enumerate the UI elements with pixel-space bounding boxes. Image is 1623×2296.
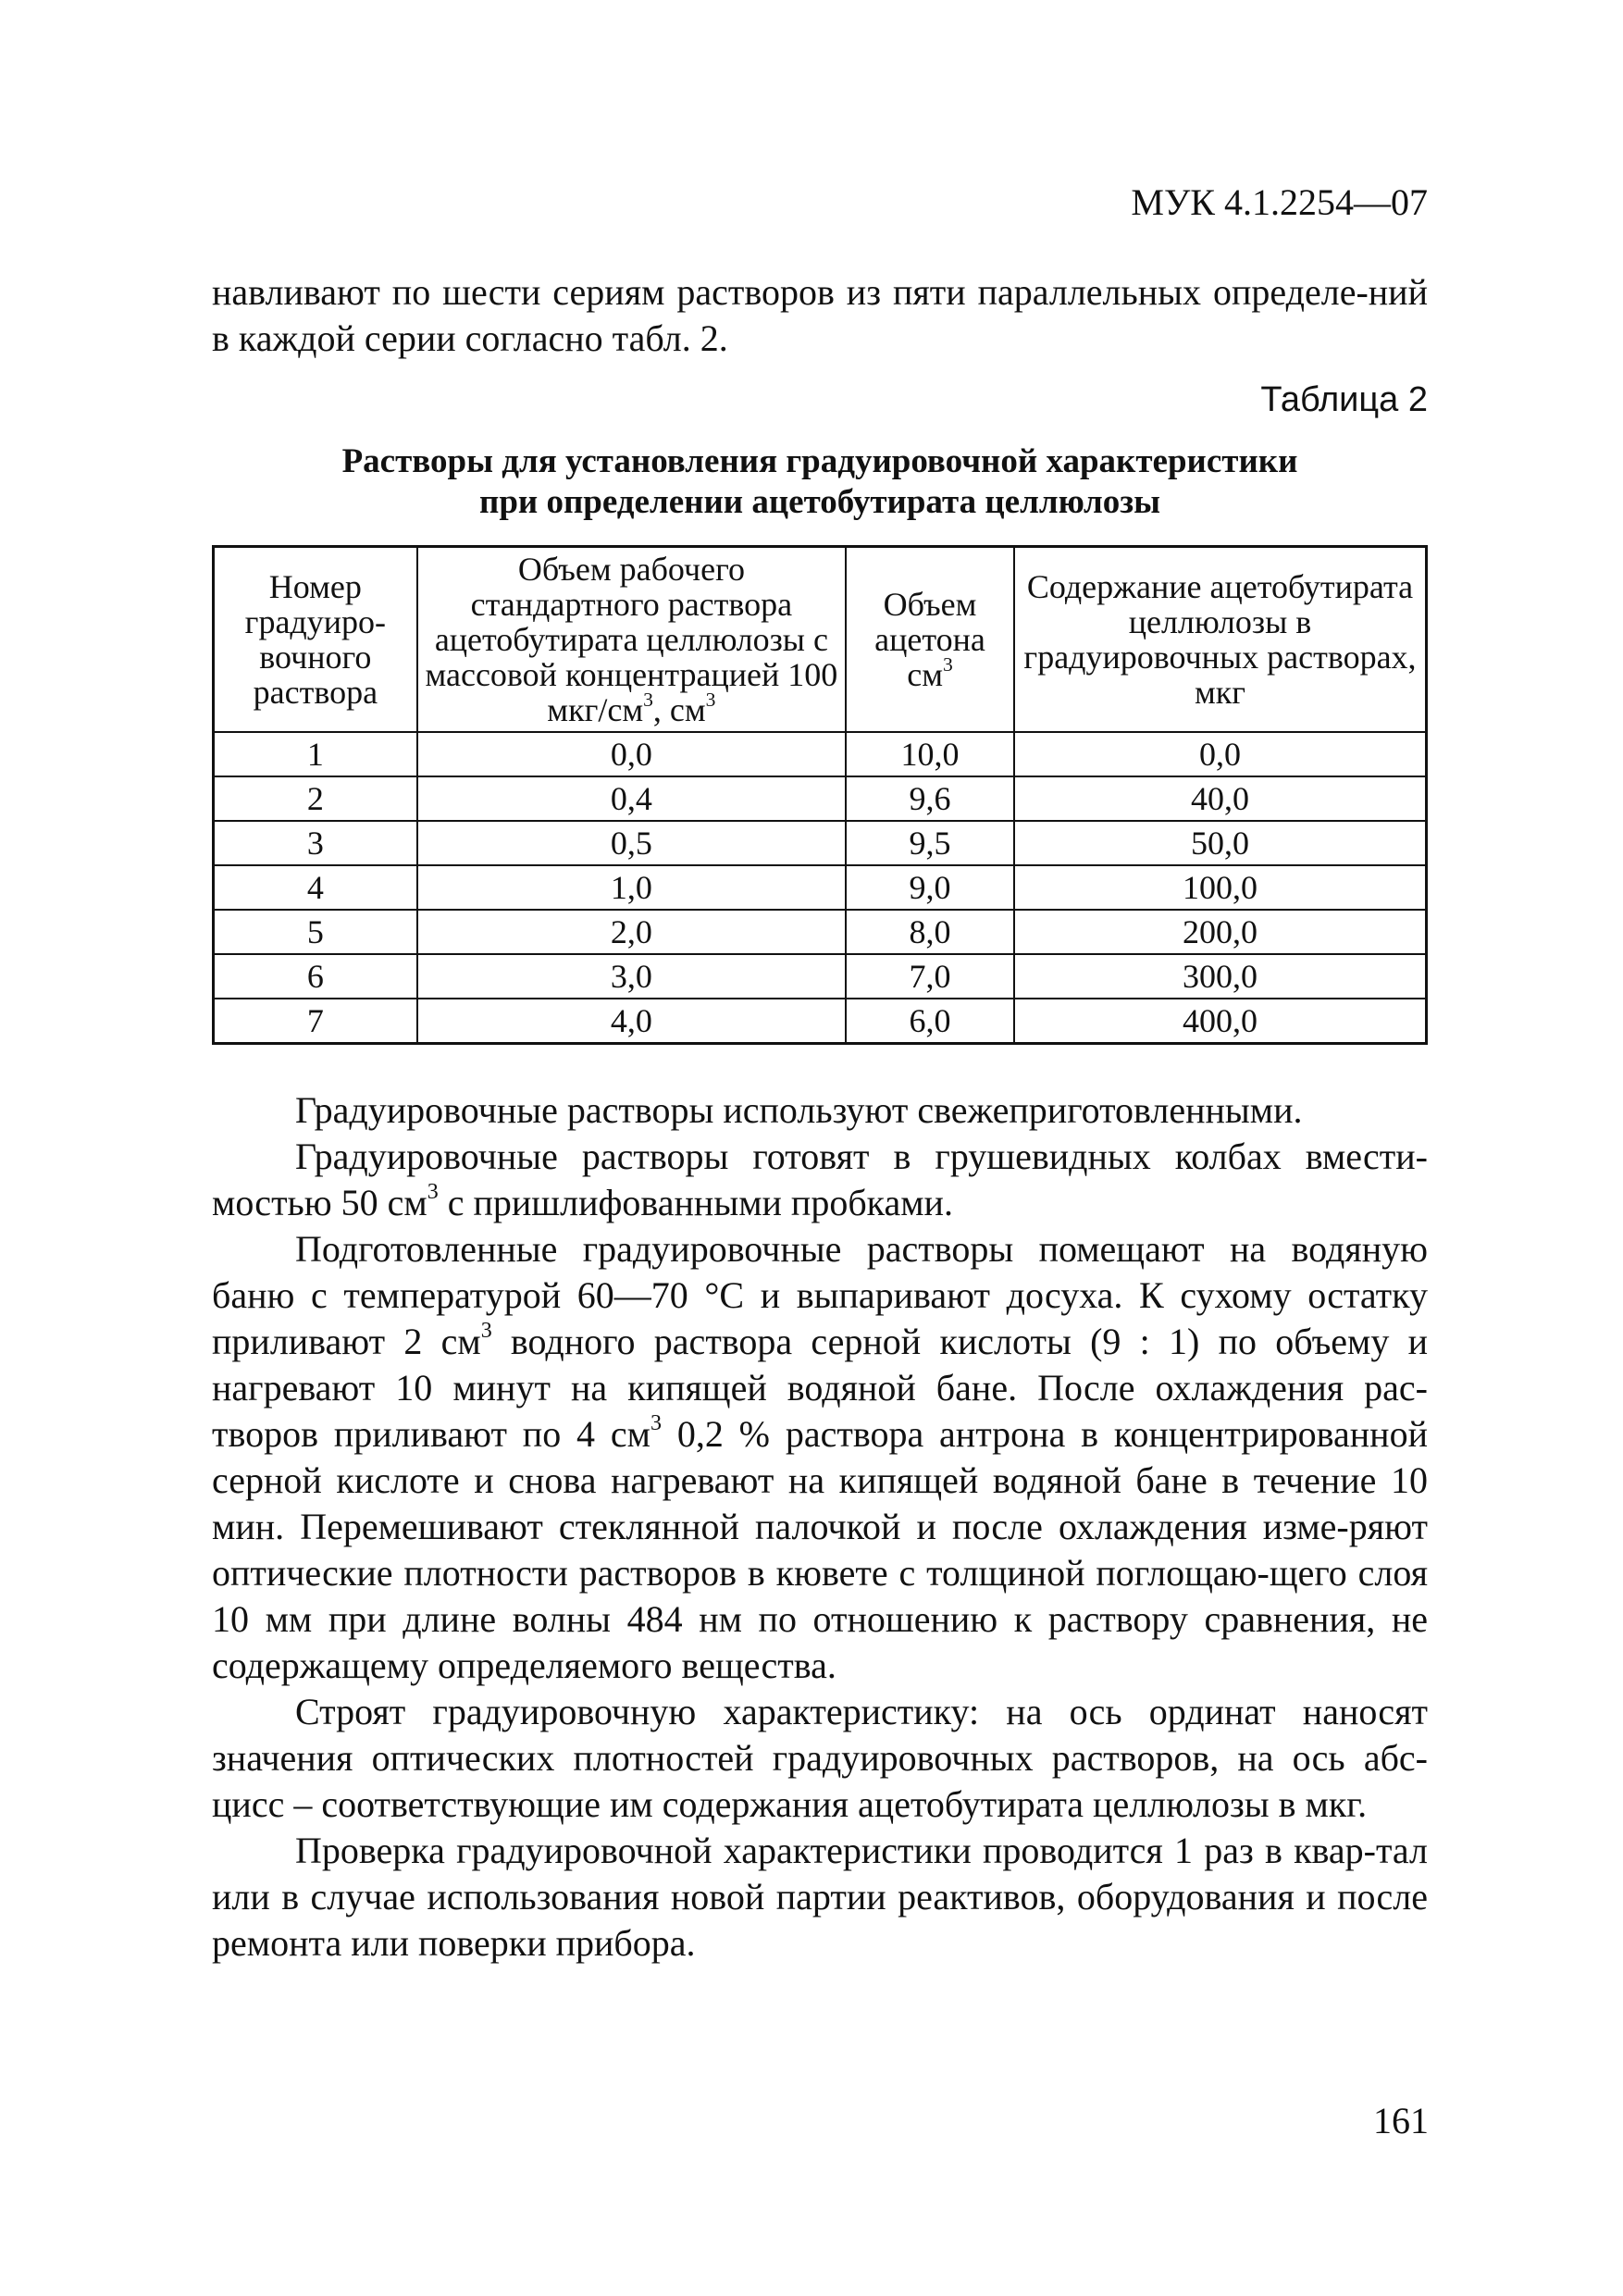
table-row <box>214 910 1427 954</box>
header-standard-volume <box>417 547 846 733</box>
header-acetone-volume <box>846 547 1014 733</box>
cell-acetone-volume: 6,0 <box>846 999 1014 1044</box>
body-text <box>212 1087 1428 1967</box>
table-row <box>214 776 1427 821</box>
cell-acetone-volume: 9,0 <box>846 865 1014 910</box>
document-code-header: МУК 4.1.2254—07 <box>1131 181 1428 223</box>
paragraph-calibration-curve: Строят градуировочную характеристику: на ось ординат наносят значения оптических плотностей градуировочных растворов, на ось абс-цисс – соответствующие им содержания ацетобутирата целлюлозы в мкг. <box>212 1691 1428 1825</box>
table-header-row <box>214 547 1427 733</box>
cell-content: 400,0 <box>1014 999 1427 1044</box>
cell-content: 200,0 <box>1014 910 1427 954</box>
paragraph-procedure-sup-2: 3 <box>650 1411 662 1436</box>
cell-solution-number: 2 <box>214 776 417 821</box>
cell-standard-volume: 3,0 <box>417 954 846 999</box>
cell-content: 0,0 <box>1014 732 1427 776</box>
table-row <box>214 732 1427 776</box>
header-acetone-volume-sup: 3 <box>943 652 953 676</box>
cell-standard-volume: 2,0 <box>417 910 846 954</box>
header-solution-number: Номер градуиро-вочного раствора <box>214 547 417 733</box>
paragraph-procedure-sup-1: 3 <box>480 1319 492 1344</box>
paragraph-fresh-solutions: Градуировочные растворы используют свежеприготовленными. <box>295 1089 1303 1131</box>
table-label: Таблица 2 <box>1260 380 1428 419</box>
cell-solution-number: 4 <box>214 865 417 910</box>
cell-standard-volume: 0,4 <box>417 776 846 821</box>
cell-content: 300,0 <box>1014 954 1427 999</box>
cell-solution-number: 5 <box>214 910 417 954</box>
paragraph-flasks-text-b: с пришлифованными пробками. <box>438 1182 953 1223</box>
cell-standard-volume: 0,0 <box>417 732 846 776</box>
table-row <box>214 954 1427 999</box>
paragraph-procedure <box>212 1226 1428 1689</box>
table-row <box>214 999 1427 1044</box>
cell-acetone-volume: 10,0 <box>846 732 1014 776</box>
paragraph-flasks <box>212 1134 1428 1226</box>
cell-standard-volume: 4,0 <box>417 999 846 1044</box>
header-standard-volume-unit: , см <box>652 691 706 728</box>
page-number: 161 <box>1373 2100 1429 2141</box>
paragraph-verification: Проверка градуировочной характеристики проводится 1 раз в квар-тал или в случае использования новой партии реактивов, оборудования и после ремонта или поверки прибора. <box>212 1830 1428 1964</box>
cell-acetone-volume: 9,6 <box>846 776 1014 821</box>
header-standard-volume-text: Объем рабочего стандартного раствора ацетобутирата целлюлозы с массовой концентрацией 100 мкг/см <box>425 551 838 728</box>
header-standard-volume-sup-2: 3 <box>705 688 716 711</box>
table-row <box>214 821 1427 865</box>
table-title-line-2: при определении ацетобутирата целлюлозы <box>479 483 1160 521</box>
intro-paragraph: навливают по шести сериям растворов из пяти параллельных определе-ний в каждой серии согласно табл. 2. <box>212 271 1428 359</box>
cell-acetone-volume: 7,0 <box>846 954 1014 999</box>
cell-solution-number: 7 <box>214 999 417 1044</box>
cell-content: 50,0 <box>1014 821 1427 865</box>
cell-standard-volume: 0,5 <box>417 821 846 865</box>
cell-solution-number: 3 <box>214 821 417 865</box>
cell-standard-volume: 1,0 <box>417 865 846 910</box>
table-title-line-1: Растворы для установления градуировочной характеристики <box>341 442 1298 480</box>
paragraph-procedure-text-a: Подготовленные градуировочные растворы помещают на водяную баню с температурой 60—70 °С и выпаривают досуха. К сухому остатку приливают 2 см <box>212 1228 1428 1362</box>
cell-solution-number: 6 <box>214 954 417 999</box>
header-standard-volume-sup-1: 3 <box>643 688 653 711</box>
calibration-solutions-table <box>212 545 1428 1045</box>
paragraph-procedure-text-c: 0,2 % раствора антрона в концентрированной серной кислоте и снова нагревают на кипящей водяной бане в течение 10 мин. Перемешивают стеклянной палочкой и после охлаждения изме-ряют оптические плотности растворов в кювете с толщиной поглощаю-щего слоя 10 мм при длине волны 484 нм по отношению к раствору сравнения, не содержащему определяемого вещества. <box>212 1413 1428 1686</box>
paragraph-flasks-sup: 3 <box>427 1180 439 1205</box>
header-content: Содержание ацетобутирата целлюлозы в градуировочных растворах, мкг <box>1014 547 1427 733</box>
paragraph-procedure-text-b: водного раствора серной кислоты (9 : 1) по объему и нагревают 10 минут на кипящей водяной бане. После охлаждения рас-творов приливают по 4 см <box>212 1321 1428 1455</box>
table-row <box>214 865 1427 910</box>
document-page <box>212 180 1428 1967</box>
cell-acetone-volume: 8,0 <box>846 910 1014 954</box>
cell-solution-number: 1 <box>214 732 417 776</box>
header-acetone-volume-text: Объем ацетона см <box>874 586 985 693</box>
cell-content: 100,0 <box>1014 865 1427 910</box>
cell-acetone-volume: 9,5 <box>846 821 1014 865</box>
paragraph-flasks-text-a: Градуировочные растворы готовят в грушевидных колбах вмести-мостью 50 см <box>212 1136 1428 1223</box>
cell-content: 40,0 <box>1014 776 1427 821</box>
table-title <box>212 441 1428 523</box>
